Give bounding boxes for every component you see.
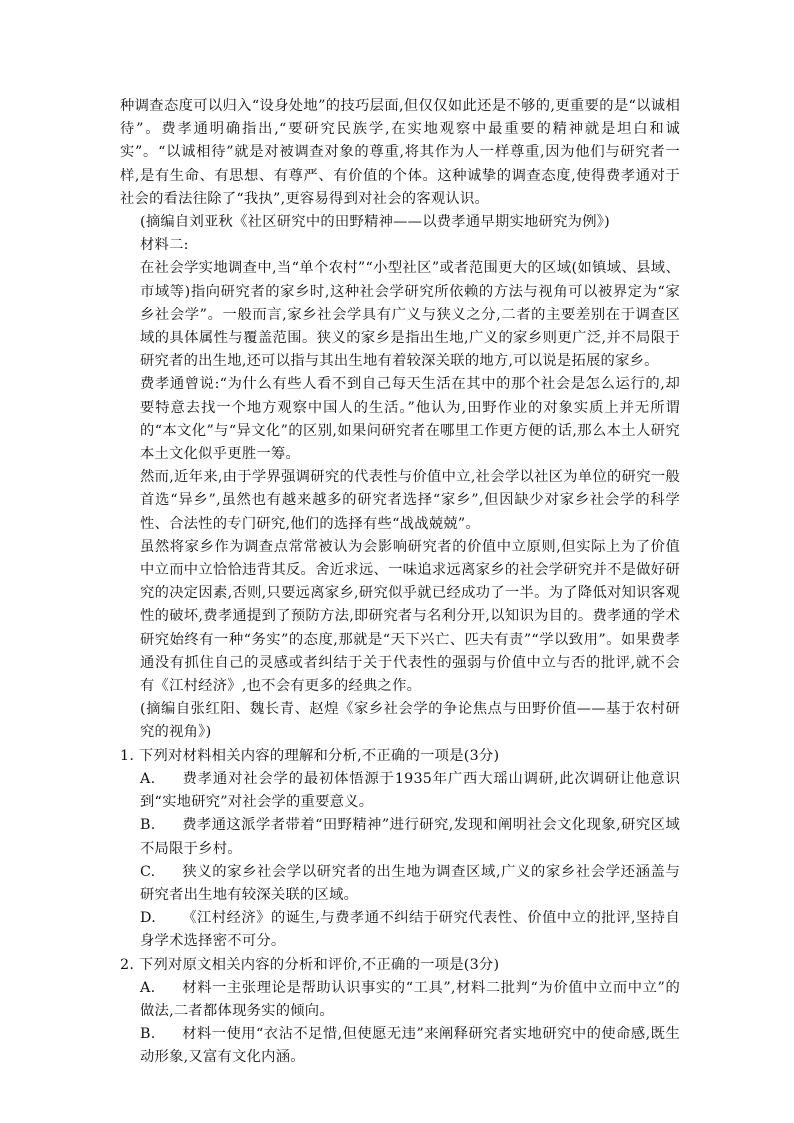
- option-text: 费孝通这派学者带着“田野精神”进行研究,发现和阐明社会文化现象,研究区域不局限于乡村。: [140, 817, 680, 857]
- question-1-option-b: [120, 814, 680, 860]
- source-citation-two: (摘编自张红阳、魏长青、赵煌《家乡社会学的争论焦点与田野价值——基于农村研究的视角》): [140, 701, 680, 741]
- paragraph-material-one-end: 种调查态度可以归入“设身处地”的技巧层面,但仅仅如此还是不够的,更重要的是“以诚相待”。费孝通明确指出,“要研究民族学,在实地观察中最重要的精神就是坦白和诚实”。“以诚相待”就是对被调查对象的尊重,将其作为人一样尊重,因为他们与研究者一样,是有生命、有思想、有尊严、有价值的个体。这种诚挚的调查态度,使得费孝通对于社会的看法往除了“我执”,更容易得到对社会的客观认识。: [120, 98, 680, 207]
- material-two-heading: 材料二:: [140, 237, 189, 254]
- source-citation-one: (摘编自刘亚秋《社区研究中的田野精神——以费孝通早期实地研究为例》): [140, 214, 611, 231]
- option-key: B.: [140, 817, 156, 834]
- option-text: 费孝通对社会学的最初体悟源于1935年广西大瑶山调研,此次调研让他意识到“实地研究”对社会学的重要意义。: [140, 770, 680, 811]
- question-2-option-a: [120, 977, 680, 1023]
- document-body: [120, 95, 680, 1070]
- option-key: C.: [140, 863, 156, 880]
- option-text: 材料一主张理论是帮助认识事实的“工具”,材料二批判“为价值中立而中立”的做法,二者都体现务实的倾向。: [140, 979, 680, 1019]
- paragraph-fei-quote: 费孝通曾说:“为什么有些人看不到自己每天生活在其中的那个社会是怎么运行的,却要特意去找一个地方观察中国人的生活。”他认为,田野作业的对象实质上并无所谓的“本文化”与“异文化”的区别,如果问研究者在哪里工作更方便的话,那么本土人研究本土文化似乎更胜一筹。: [140, 376, 680, 463]
- question-1-stem: 1. 下列对材料相关内容的理解和分析,不正确的一项是(3分): [120, 747, 500, 764]
- question-1-option-a: [120, 768, 680, 814]
- option-key: A.: [140, 770, 156, 787]
- question-1-option-d: [120, 907, 680, 953]
- option-key: A.: [140, 979, 156, 996]
- option-text: 材料一使用“衣沾不足惜,但使愿无违”来阐释研究者实地研究中的使命感,既生动形象,又富有文化内涵。: [140, 1026, 680, 1066]
- paragraph-recent-years: 然而,近年来,由于学界强调研究的代表性与价值中立,社会学以社区为单位的研究一般首选“异乡”,虽然也有越来越多的研究者选择“家乡”,但因缺少对家乡社会学的科学性、合法性的专门研究,他们的选择有些“战战兢兢”。: [140, 469, 680, 532]
- option-key: B.: [140, 1026, 156, 1043]
- paragraph-value-neutrality: 虽然将家乡作为调查点常常被认为会影响研究者的价值中立原则,但实际上为了价值中立而中立恰恰违背其反。舍近求远、一味追求远离家乡的社会学研究并不是做好研究的决定因素,否则,只要远离家乡,研究似乎就已经成功了一半。为了降低对知识客观性的破坏,费孝通提到了预防方法,即研究者与名利分开,以知识为目的。费孝通的学术研究始终有一种“务实”的态度,那就是“天下兴亡、匹夫有责”“学以致用”。如果费孝通没有抓住自己的灵感或者纠结于关于代表性的强弱与价值中立与否的批评,就不会有《江村经济》,也不会有更多的经典之作。: [140, 538, 680, 695]
- option-key: D.: [140, 910, 156, 927]
- option-text: 狭义的家乡社会学以研究者的出生地为调查区域,广义的家乡社会学还涵盖与研究者出生地有较深关联的区域。: [140, 863, 680, 903]
- question-2-option-b: [120, 1023, 680, 1069]
- paragraph-hometown-sociology: 在社会学实地调查中,当“单个农村”“小型社区”或者范围更大的区域(如镇域、县域、市域等)指向研究者的家乡时,这种社会学研究所依赖的方法与视角可以被界定为“家乡社会学”。一般而言,家乡社会学具有广义与狭义之分,二者的主要差别在于调查区域的具体属性与覆盖范围。狭义的家乡是指出生地,广义的家乡则更广泛,并不局限于研究者的出生地,还可以指与其出生地有着较深关联的地方,可以说是拓展的家乡。: [140, 260, 680, 370]
- option-text: 《江村经济》的诞生,与费孝通不纠结于研究代表性、价值中立的批评,坚持自身学术选择密不可分。: [140, 910, 680, 950]
- question-1-option-c: [120, 861, 680, 907]
- question-2-stem: 2. 下列对原文相关内容的分析和评价,不正确的一项是(3分): [120, 956, 500, 973]
